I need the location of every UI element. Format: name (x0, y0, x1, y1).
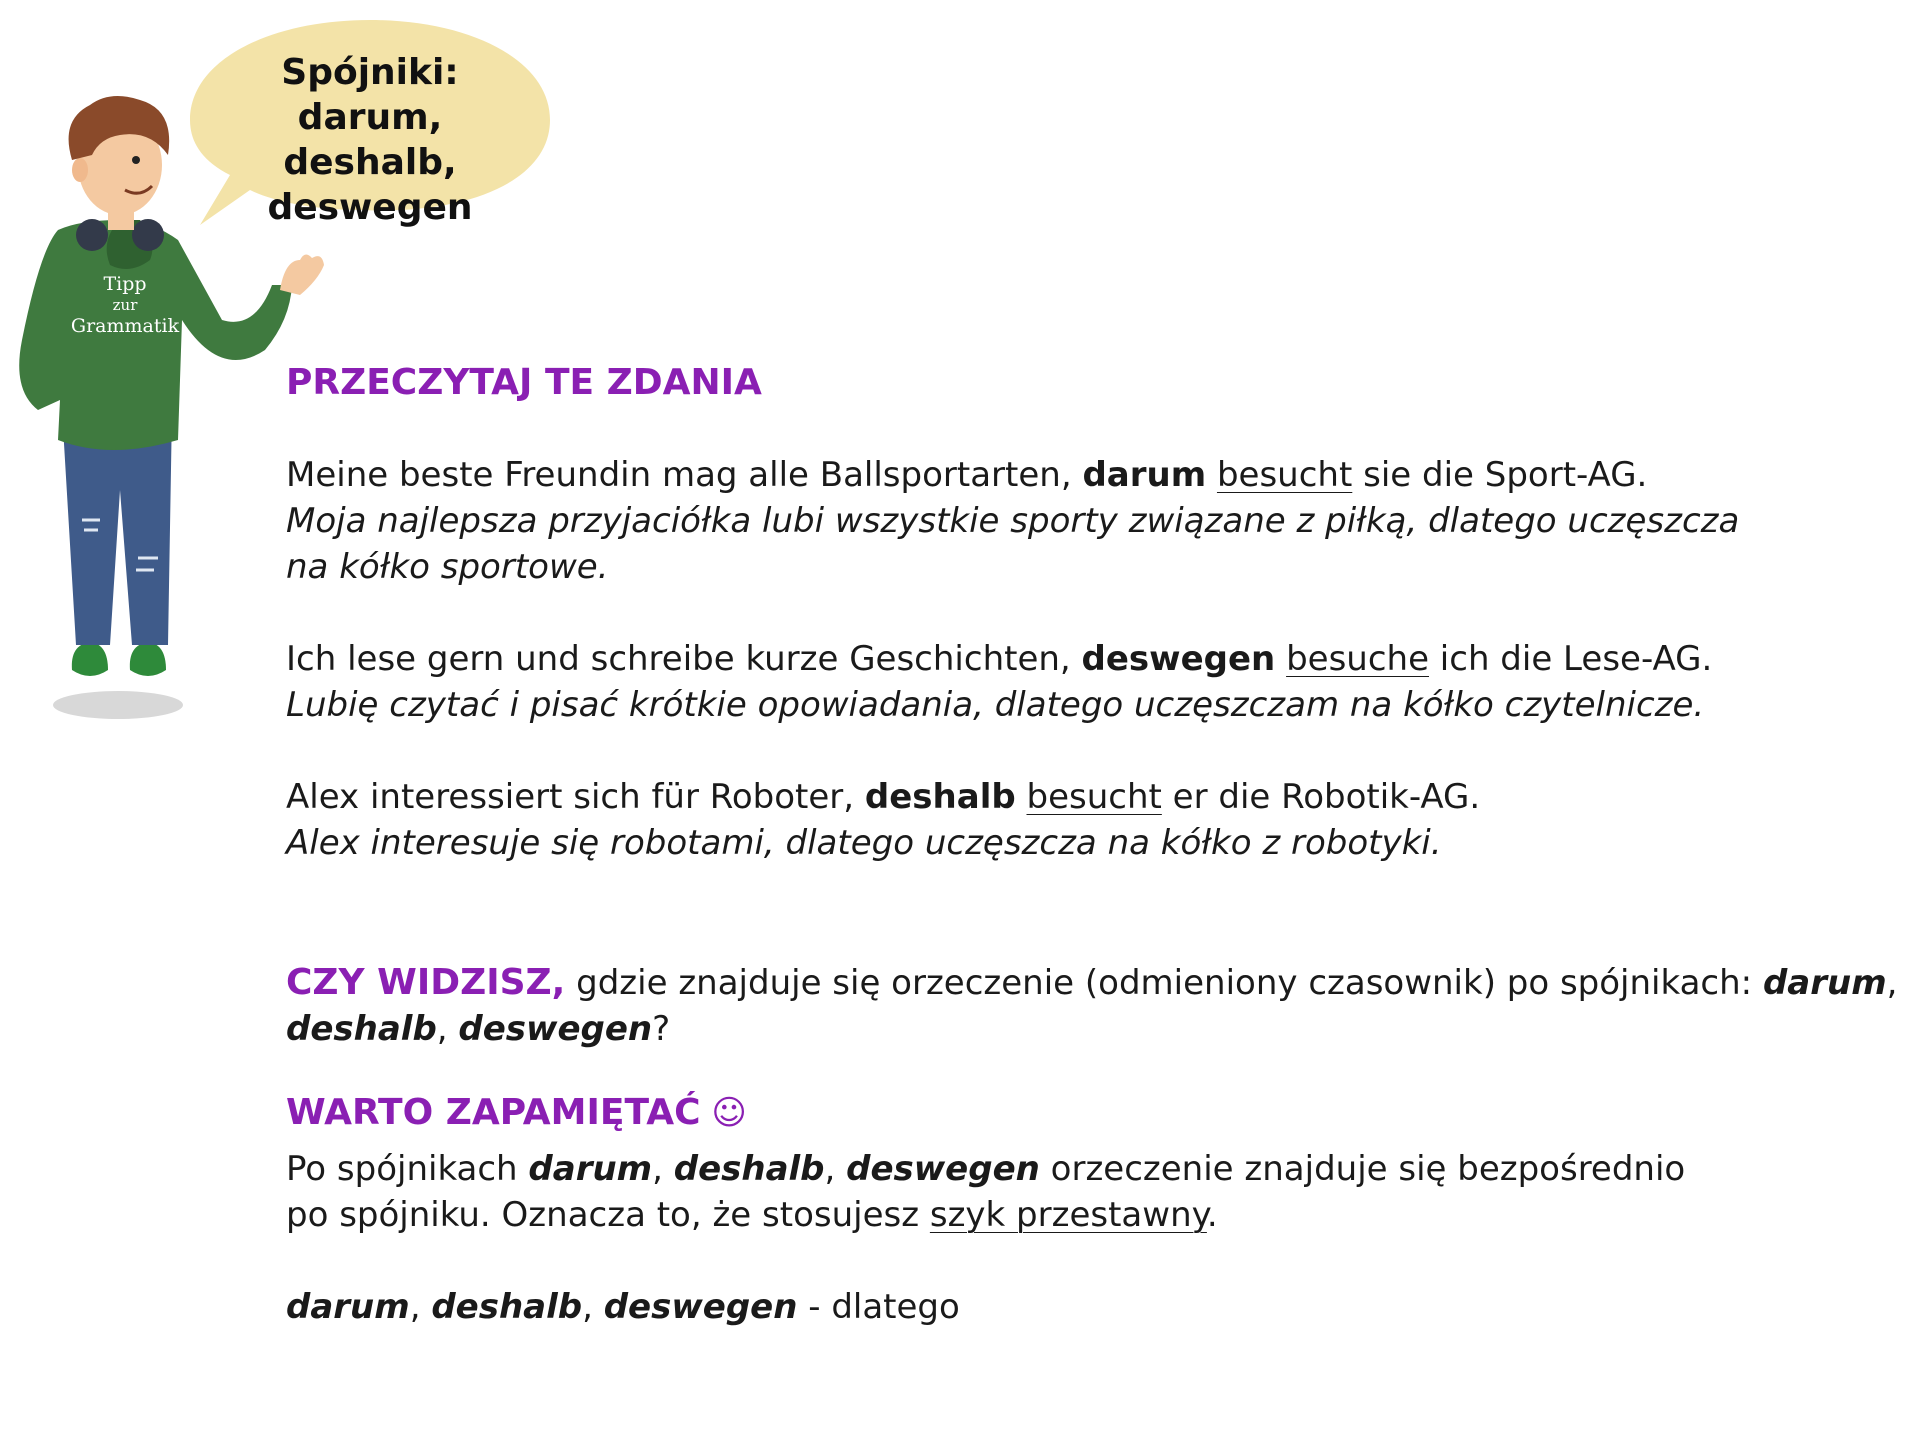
example2-polish-line1: Lubię czytać i pisać krótkie opowiadania, dlatego uczęszczam na kółko czytelnicze. (286, 685, 1705, 725)
smiley-icon: ☺ (711, 1093, 747, 1133)
section3-summary (286, 1284, 960, 1330)
example2-de-before: Ich lese gern und schreibe kurze Geschichten, (286, 639, 1082, 679)
section3-sep1: , (652, 1149, 674, 1189)
bubble-line1: Spójniki: darum, (281, 52, 459, 138)
example3-verb: besucht (1026, 777, 1162, 817)
example3-polish-line1: Alex interesuje się robotami, dlatego uczęszcza na kółko z robotyki. (286, 823, 1442, 863)
section3-line2-end: . (1206, 1195, 1218, 1235)
example1-conjunction: darum (1082, 455, 1207, 495)
section3-line1-after: orzeczenie znajduje się bezpośrednio (1039, 1149, 1686, 1189)
example1-polish-line2: na kółko sportowe. (286, 547, 609, 587)
hand (280, 254, 324, 295)
section3-line2 (286, 1192, 1218, 1238)
section2-end: ? (652, 1009, 671, 1049)
example1-de-before: Meine beste Freundin mag alle Ballsportarten, (286, 455, 1083, 495)
example1-german (286, 452, 1647, 498)
example2-conjunction: deswegen (1081, 639, 1276, 679)
shoes (72, 642, 166, 680)
example2-de-after: ich die Lese-AG. (1429, 639, 1713, 679)
section3-line1 (286, 1146, 1685, 1192)
section3-line1-before: Po spójnikach (286, 1149, 529, 1189)
section3-word2: deshalb (673, 1149, 825, 1189)
section3-word3: deswegen (846, 1149, 1040, 1189)
example3-german (286, 774, 1480, 820)
ear (72, 158, 88, 182)
summary-sep2: , (582, 1287, 604, 1327)
example3-de-after: er die Robotik-AG. (1161, 777, 1481, 817)
section3-heading-row (286, 1090, 747, 1136)
example2-space (1275, 639, 1286, 679)
shirt-line2: zur (112, 296, 138, 314)
section2-sep1: , (1886, 963, 1898, 1003)
example3-de-before: Alex interessiert sich für Roboter, (286, 777, 865, 817)
section3-term: szyk przestawny (929, 1195, 1207, 1235)
example1-space (1206, 455, 1217, 495)
example1-polish-line1: Moja najlepsza przyjaciółka lubi wszystkie sporty związane z piłką, dlatego uczęszcza (286, 501, 1740, 541)
section2-word1: darum (1762, 963, 1887, 1003)
summary-word2: deshalb (431, 1287, 583, 1327)
section2-word2: deshalb (286, 1009, 437, 1049)
section2-line1 (286, 960, 1897, 1006)
bubble-line2: deshalb, (283, 142, 457, 183)
example1-de-after: sie die Sport-AG. (1352, 455, 1648, 495)
summary-sep1: , (409, 1287, 432, 1327)
summary-word1: darum (286, 1287, 410, 1327)
section2-sep2: , (436, 1009, 459, 1049)
shirt-line3: Grammatik (70, 315, 180, 337)
section3-word1: darum (528, 1149, 653, 1189)
bubble-line3: deswegen (267, 187, 473, 228)
example2-verb: besuche (1286, 639, 1429, 679)
summary-after: - dlatego (797, 1287, 960, 1327)
example1-verb: besucht (1216, 455, 1353, 495)
section2-line2 (286, 1006, 670, 1052)
section3-line2-before: po spójniku. Oznacza to, że stosujesz (286, 1195, 930, 1235)
bubble-text (205, 50, 535, 230)
section3-heading: WARTO ZAPAMIĘTAĆ (286, 1092, 701, 1133)
eye (132, 156, 140, 164)
shirt-line1: Tipp (103, 273, 147, 295)
section3-sep2: , (824, 1149, 847, 1189)
section1-heading: PRZECZYTAJ TE ZDANIA (286, 362, 762, 403)
section2-text: gdzie znajduje się orzeczenie (odmieniony czasownik) po spójnikach: (565, 963, 1763, 1003)
section2-heading: CZY WIDZISZ, (286, 962, 566, 1003)
example2-german (286, 636, 1712, 682)
shadow (53, 691, 183, 719)
example3-conjunction: deshalb (864, 777, 1016, 817)
section2-word3: deswegen (458, 1009, 653, 1049)
example3-space (1016, 777, 1027, 817)
summary-word3: deswegen (603, 1287, 798, 1327)
